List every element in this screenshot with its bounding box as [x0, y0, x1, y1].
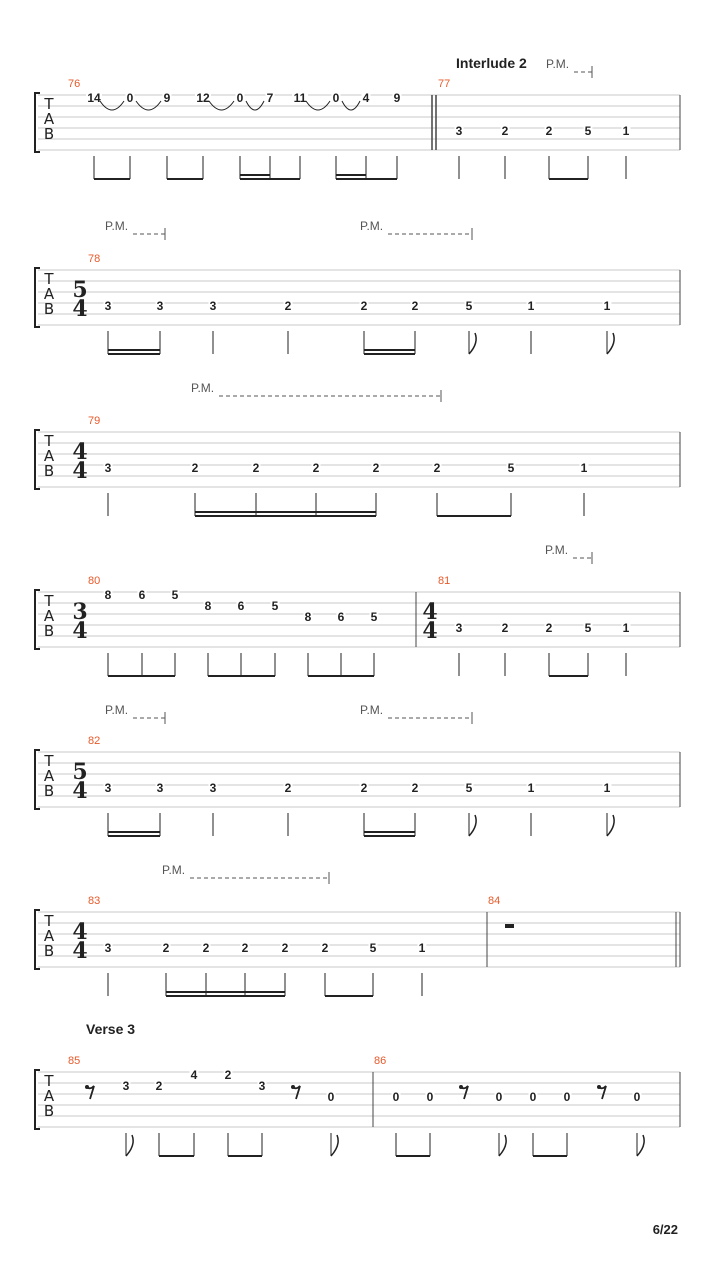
tab-clef-letter: B	[43, 942, 55, 960]
time-signature-bottom: 4	[72, 296, 88, 322]
system-bracket	[35, 1070, 40, 1129]
fret-number: 5	[271, 599, 279, 613]
beam	[166, 995, 285, 997]
fret-number: 0	[633, 1090, 641, 1104]
time-signature-bottom: 4	[72, 458, 88, 484]
tab-system	[35, 703, 680, 837]
fret-number: 2	[411, 781, 419, 795]
fret-number: 12	[196, 91, 210, 105]
system-bracket	[35, 268, 40, 327]
fret-number: 0	[495, 1090, 503, 1104]
fret-number: 6	[337, 610, 345, 624]
beam	[270, 178, 300, 180]
beam	[364, 353, 415, 355]
palm-mute-label: P.M.	[105, 703, 129, 717]
fret-number: 2	[501, 124, 509, 138]
fret-number: 7	[266, 91, 274, 105]
fret-number: 3	[455, 124, 463, 138]
eighth-rest-dot	[597, 1085, 601, 1089]
fret-number: 0	[236, 91, 244, 105]
time-signature-bottom: 4	[72, 938, 88, 964]
fret-number: 2	[252, 461, 260, 475]
time-signature-bottom: 4	[72, 778, 88, 804]
measure-number: 86	[374, 1055, 387, 1067]
tab-system	[35, 55, 680, 180]
fret-number: 2	[162, 941, 170, 955]
tab-clef-letter: T	[44, 432, 54, 450]
palm-mute-label: P.M.	[546, 57, 570, 71]
note-flag	[469, 333, 476, 354]
fret-number: 0	[529, 1090, 537, 1104]
palm-mute-label: P.M.	[360, 219, 384, 233]
palm-mute-label: P.M.	[162, 863, 186, 877]
fret-number: 2	[284, 299, 292, 313]
beam	[364, 831, 415, 833]
fret-number: 2	[202, 941, 210, 955]
note-flag	[469, 815, 476, 836]
fret-number: 9	[393, 91, 401, 105]
note-flag	[607, 333, 614, 354]
note-flag	[499, 1135, 506, 1156]
fret-number: 2	[312, 461, 320, 475]
fret-number: 1	[527, 781, 535, 795]
fret-number: 1	[527, 299, 535, 313]
system-bracket	[35, 590, 40, 649]
beam	[336, 178, 366, 180]
fret-number: 2	[284, 781, 292, 795]
system-bracket	[35, 93, 40, 152]
fret-number: 5	[584, 124, 592, 138]
tab-clef-letter: B	[43, 462, 55, 480]
tab-clef-letter: T	[44, 912, 54, 930]
fret-number: 4	[190, 1068, 198, 1082]
beam	[437, 515, 511, 517]
fret-number: 0	[327, 1090, 335, 1104]
beam	[336, 174, 366, 176]
fret-number: 3	[455, 621, 463, 635]
time-signature-bottom: 4	[422, 618, 438, 644]
tab-clef-letter: B	[43, 125, 55, 143]
beam	[108, 353, 160, 355]
beam	[195, 515, 376, 517]
fret-number: 0	[563, 1090, 571, 1104]
time-signature-top: 4	[72, 439, 88, 465]
fret-number: 2	[501, 621, 509, 635]
tab-clef-letter: A	[43, 607, 55, 625]
tab-clef-letter: A	[43, 447, 55, 465]
beam	[533, 1155, 567, 1157]
palm-mute-label: P.M.	[545, 543, 569, 557]
fret-number: 8	[204, 599, 212, 613]
time-signature-bottom: 4	[72, 618, 88, 644]
system-bracket	[35, 910, 40, 969]
fret-number: 1	[622, 621, 630, 635]
fret-number: 3	[209, 781, 217, 795]
measure-number: 80	[88, 575, 101, 587]
tab-clef-letter: A	[43, 110, 55, 128]
fret-number: 2	[321, 941, 329, 955]
eighth-rest-dot	[85, 1085, 89, 1089]
time-signature-top: 4	[422, 599, 438, 625]
measure-number: 82	[88, 735, 101, 747]
beam	[240, 174, 270, 176]
fret-number: 3	[156, 299, 164, 313]
tab-clef-letter: A	[43, 767, 55, 785]
half-rest	[505, 924, 514, 928]
fret-number: 5	[465, 299, 473, 313]
note-flag	[126, 1135, 133, 1156]
measure-number: 81	[438, 575, 451, 587]
fret-number: 3	[104, 941, 112, 955]
fret-number: 2	[372, 461, 380, 475]
fret-number: 2	[411, 299, 419, 313]
beam	[166, 991, 285, 993]
eighth-rest-dot	[459, 1085, 463, 1089]
fret-number: 1	[418, 941, 426, 955]
beam	[228, 1155, 262, 1157]
measure-number: 79	[88, 415, 101, 427]
fret-number: 2	[360, 299, 368, 313]
fret-number: 0	[392, 1090, 400, 1104]
fret-number: 3	[258, 1079, 266, 1093]
beam	[108, 831, 160, 833]
beam	[94, 178, 130, 180]
tab-system	[35, 543, 680, 677]
beam	[167, 178, 203, 180]
palm-mute-label: P.M.	[360, 703, 384, 717]
fret-number: 8	[304, 610, 312, 624]
tab-clef-letter: B	[43, 782, 55, 800]
beam	[366, 178, 397, 180]
beam	[208, 675, 275, 677]
measure-number: 76	[68, 78, 81, 90]
tab-clef-letter: B	[43, 300, 55, 318]
measure-number: 85	[68, 1055, 81, 1067]
tab-system	[35, 219, 680, 355]
fret-number: 2	[433, 461, 441, 475]
time-signature-top: 5	[72, 277, 88, 303]
measure-number: 83	[88, 895, 101, 907]
fret-number: 3	[209, 299, 217, 313]
beam	[240, 178, 270, 180]
fret-number: 0	[126, 91, 134, 105]
beam	[549, 675, 588, 677]
fret-number: 0	[332, 91, 340, 105]
fret-number: 14	[87, 91, 101, 105]
tab-clef-letter: A	[43, 285, 55, 303]
fret-number: 2	[191, 461, 199, 475]
beam	[396, 1155, 430, 1157]
palm-mute-label: P.M.	[105, 219, 129, 233]
fret-number: 5	[507, 461, 515, 475]
tab-clef-letter: T	[44, 752, 54, 770]
fret-number: 2	[224, 1068, 232, 1082]
fret-number: 5	[584, 621, 592, 635]
fret-number: 5	[369, 941, 377, 955]
fret-number: 1	[603, 781, 611, 795]
beam	[364, 349, 415, 351]
fret-number: 4	[362, 91, 370, 105]
measure-number: 84	[488, 895, 501, 907]
fret-number: 3	[122, 1079, 130, 1093]
section-label: Interlude 2	[456, 55, 527, 71]
time-signature-top: 3	[72, 599, 88, 625]
fret-number: 2	[281, 941, 289, 955]
system-bracket	[35, 750, 40, 809]
tab-clef-letter: T	[44, 1072, 54, 1090]
beam	[549, 178, 588, 180]
fret-number: 2	[545, 621, 553, 635]
fret-number: 5	[465, 781, 473, 795]
fret-number: 0	[426, 1090, 434, 1104]
tab-system	[35, 863, 680, 997]
tab-system	[35, 381, 680, 517]
fret-number: 3	[104, 461, 112, 475]
tab-clef-letter: T	[44, 592, 54, 610]
eighth-rest-dot	[291, 1085, 295, 1089]
fret-number: 5	[171, 588, 179, 602]
beam	[108, 675, 175, 677]
fret-number: 3	[104, 299, 112, 313]
beam	[308, 675, 374, 677]
fret-number: 8	[104, 588, 112, 602]
fret-number: 9	[163, 91, 171, 105]
tab-clef-letter: T	[44, 95, 54, 113]
fret-number: 3	[104, 781, 112, 795]
beam	[108, 349, 160, 351]
system-bracket	[35, 430, 40, 489]
fret-number: 2	[241, 941, 249, 955]
measure-number: 78	[88, 253, 101, 265]
beam	[325, 995, 373, 997]
fret-number: 2	[545, 124, 553, 138]
note-flag	[607, 815, 614, 836]
fret-number: 2	[155, 1079, 163, 1093]
tab-clef-letter: B	[43, 622, 55, 640]
fret-number: 6	[138, 588, 146, 602]
page-indicator: 6/22	[652, 1222, 678, 1237]
palm-mute-label: P.M.	[191, 381, 215, 395]
fret-number: 5	[370, 610, 378, 624]
section-label: Verse 3	[86, 1021, 136, 1037]
tab-clef-letter: A	[43, 1087, 55, 1105]
beam	[108, 835, 160, 837]
tab-clef-letter: T	[44, 270, 54, 288]
beam	[364, 835, 415, 837]
measure-number: 77	[438, 78, 451, 90]
time-signature-top: 4	[72, 919, 88, 945]
fret-number: 1	[603, 299, 611, 313]
time-signature-top: 5	[72, 759, 88, 785]
note-flag	[331, 1135, 338, 1156]
beam	[159, 1155, 194, 1157]
fret-number: 3	[156, 781, 164, 795]
note-flag	[637, 1135, 644, 1156]
fret-number: 1	[622, 124, 630, 138]
beam	[195, 511, 376, 513]
tab-clef-letter: B	[43, 1102, 55, 1120]
fret-number: 2	[360, 781, 368, 795]
fret-number: 6	[237, 599, 245, 613]
fret-number: 11	[293, 91, 307, 105]
tab-clef-letter: A	[43, 927, 55, 945]
tab-system	[35, 1021, 680, 1157]
fret-number: 1	[580, 461, 588, 475]
